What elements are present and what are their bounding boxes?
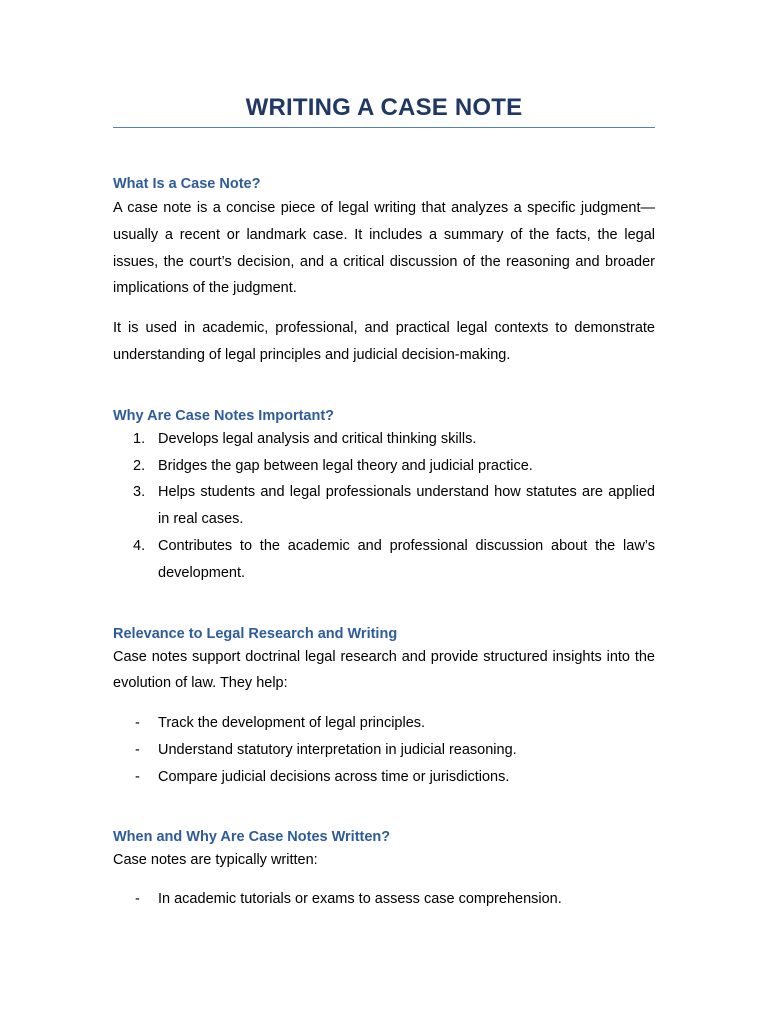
- list-number: 4.: [133, 537, 146, 554]
- list-number: 2.: [133, 457, 146, 474]
- section-why-case-notes-important: [113, 406, 655, 587]
- paragraph: A case note is a concise piece of legal writing that analyzes a specific judgment—usually a recent or landmark case. It includes a summary of the facts, the legal issues, the court’s decision, and a critical discussion of the reasoning and broader implications of the judgment.: [113, 200, 655, 297]
- bullet-list-item: [113, 764, 655, 791]
- bullet-list-item: [113, 737, 655, 764]
- list-item-text: In academic tutorials or exams to assess case comprehension.: [158, 891, 562, 908]
- section-heading: When and Why Are Case Notes Written?: [113, 828, 391, 845]
- numbered-list-item: [113, 479, 655, 533]
- numbered-list-item: [113, 533, 655, 587]
- dash-bullet-icon: -: [135, 891, 140, 908]
- bullet-list-item: [113, 886, 655, 913]
- numbered-list: [113, 426, 655, 587]
- bullet-list-item: [113, 710, 655, 737]
- paragraph: Case notes are typically written:: [113, 851, 318, 868]
- section-what-is-a-case-note: [113, 174, 655, 369]
- title-underline-divider: [113, 127, 655, 128]
- section-heading: Relevance to Legal Research and Writing: [113, 625, 398, 642]
- bullet-list: [113, 710, 655, 790]
- dash-bullet-icon: -: [135, 715, 140, 732]
- dash-bullet-icon: -: [135, 768, 140, 785]
- paragraph: It is used in academic, professional, and practical legal contexts to demonstrate understanding of legal principles and judicial decision-making.: [113, 320, 655, 363]
- paragraph: Case notes support doctrinal legal research and provide structured insights into the evolution of law. They help:: [113, 648, 655, 692]
- numbered-list-item: [113, 426, 655, 453]
- list-item-text: Develops legal analysis and critical thinking skills.: [158, 430, 477, 447]
- section-heading: Why Are Case Notes Important?: [113, 407, 335, 424]
- bullet-list: [113, 886, 655, 913]
- list-item-text: Bridges the gap between legal theory and judicial practice.: [158, 457, 533, 474]
- section-when-and-why-written: [113, 827, 655, 914]
- list-number: 3.: [133, 484, 146, 501]
- list-item-text: Helps students and legal professionals understand how statutes are applied in real cases.: [158, 484, 655, 528]
- list-number: 1.: [133, 430, 146, 447]
- section-relevance-legal-research: [113, 624, 655, 791]
- section-heading: What Is a Case Note?: [113, 176, 261, 192]
- document-page: [113, 0, 655, 913]
- list-item-text: Compare judicial decisions across time or jurisdictions.: [158, 768, 510, 785]
- page-title: WRITING A CASE NOTE: [245, 94, 523, 121]
- list-item-text: Track the development of legal principles.: [158, 715, 426, 732]
- numbered-list-item: [113, 453, 655, 480]
- dash-bullet-icon: -: [135, 741, 140, 758]
- list-item-text: Understand statutory interpretation in judicial reasoning.: [158, 741, 517, 758]
- list-item-text: Contributes to the academic and professional discussion about the law’s development.: [158, 537, 655, 581]
